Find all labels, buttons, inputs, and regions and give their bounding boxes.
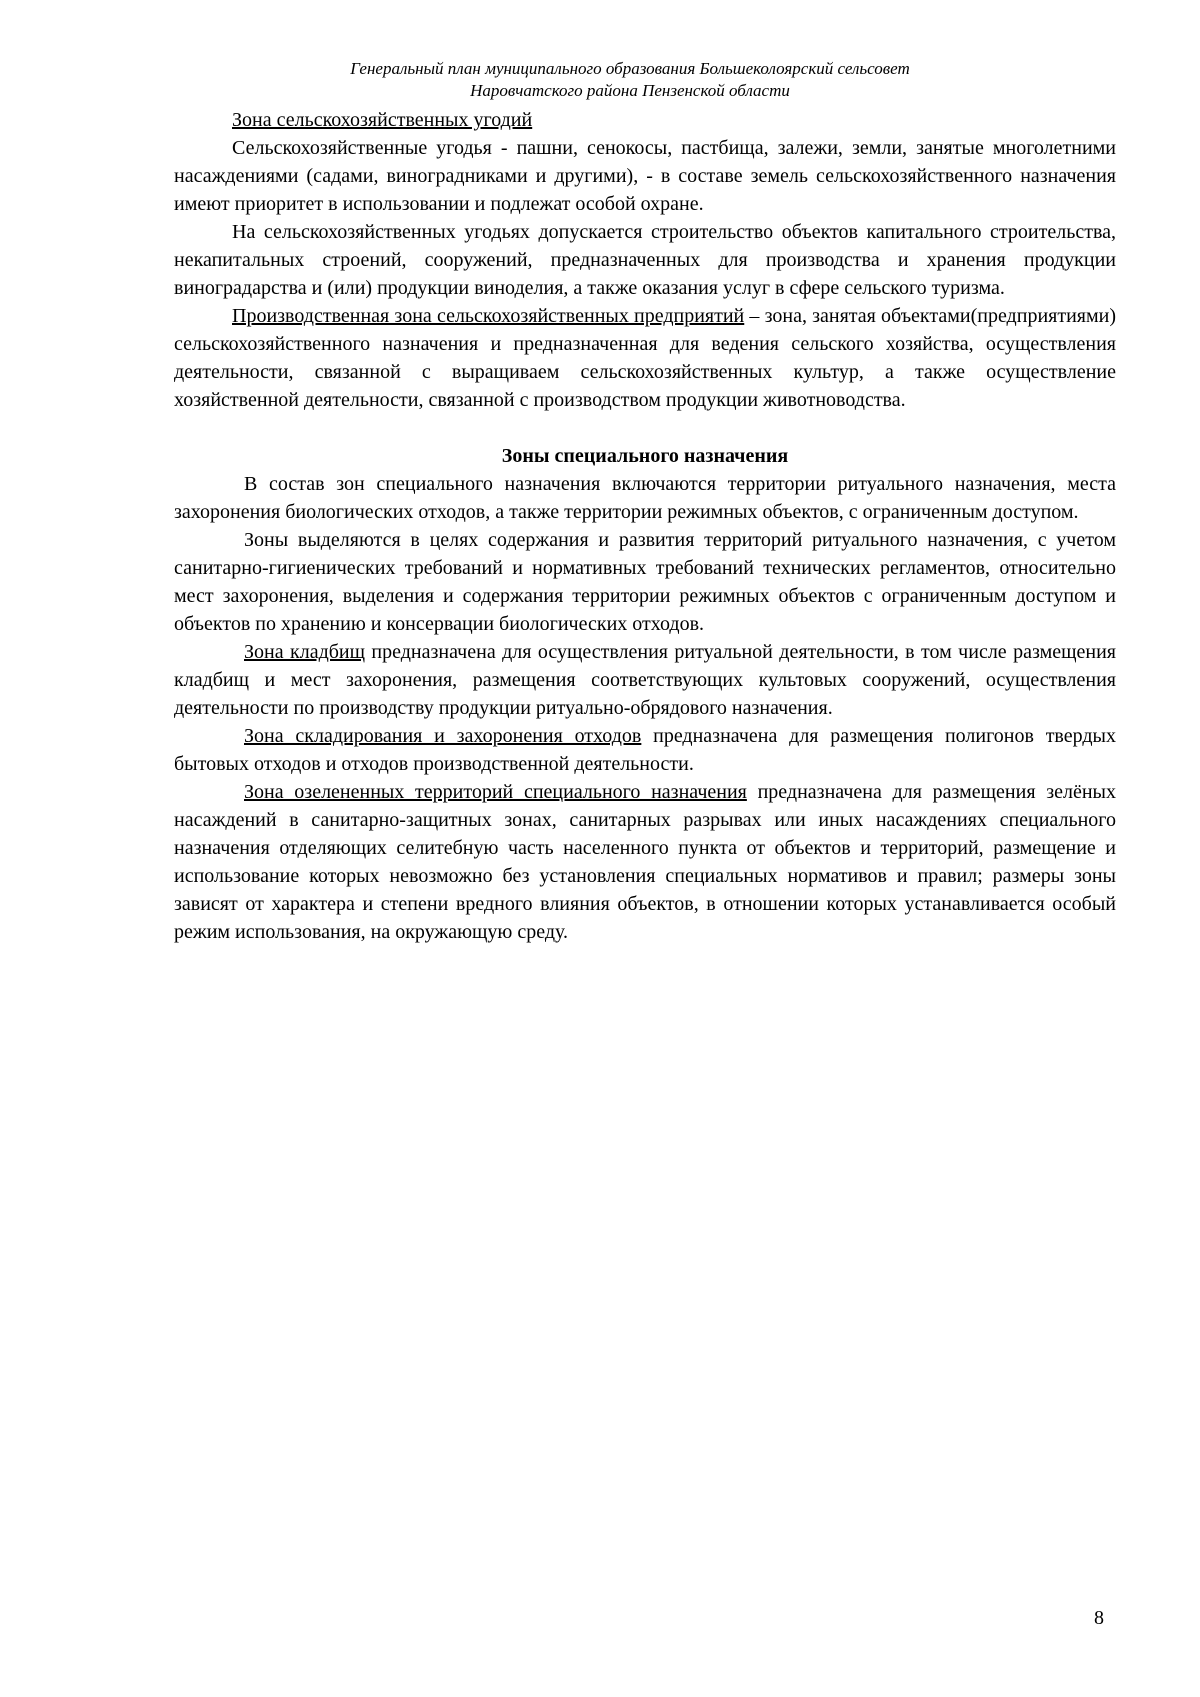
section-title-special-zones: Зоны специального назначения [501,445,789,467]
term-green-zone: Зона озелененных территорий специального назначения [244,781,747,803]
header-line-1: Генеральный план муниципального образования Большеколоярский сельсовет [350,59,910,78]
paragraph-text: предназначена для размещения полигонов твердых бытовых отходов и отходов производственной деятельности. [174,725,1116,775]
term-production-zone: Производственная зона сельскохозяйственных предприятий [232,305,745,327]
paragraph-special-zones-composition: В состав зон специального назначения включаются территории ритуального назначения, места захоронения биологических отходов, а также территории режимных объектов, с ограниченным доступом. [174,473,1116,523]
paragraph-text: предназначена для осуществления ритуальной деятельности, в том числе размещения кладбищ и мест захоронения, размещения соответствующих культовых сооружений, осуществления деятельности по производству продукции ритуально-обрядового назначения. [174,641,1116,719]
section-heading-agricultural-lands [174,106,1116,134]
header-line-2: Наровчатского района Пензенской области [470,81,790,100]
paragraph-text: – зона, занятая объектами(предприятиями) сельскохозяйственного назначения и предназначенная для ведения сельского хозяйства, осуществления деятельности, связанной с выращиваем сельскохозяйственных культур, а также осуществление хозяйственной деятельности, связанной с производством продукции животноводства. [174,305,1117,411]
paragraph-agricultural-lands: Сельскохозяйственные угодья - пашни, сенокосы, пастбища, залежи, земли, занятые многолетними насаждениями (садами, виноградниками и другими), - в составе земель сельскохозяйственного назначения имеют приоритет в использовании и подлежат особой охране. [174,137,1116,215]
paragraph-green-zone [174,778,1116,946]
paragraph-waste-zone [174,722,1116,778]
page-number: 8 [1094,1607,1104,1629]
paragraph-agricultural-construction: На сельскохозяйственных угодьях допускается строительство объектов капитального строительства, некапитальных строений, сооружений, предназначенных для производства и хранения продукции виноградарства и (или) продукции виноделия, а также оказания услуг в сфере сельского туризма. [174,221,1116,299]
section-heading-text: Зона сельскохозяйственных угодий [232,109,533,131]
term-waste-zone: Зона складирования и захоронения отходов [244,725,642,747]
paragraph-cemetery-zone [174,638,1116,722]
paragraph-production-zone [174,302,1116,414]
paragraph-text: предназначена для размещения зелёных насаждений в санитарно-защитных зонах, санитарных разрывах или иных насаждениях специального назначения отделяющих селитебную часть населенного пункта от объектов и территорий, размещение и использование которых невозможно без установления специальных нормативов и правил; размеры зоны зависят от характера и степени вредного влияния объектов, в отношении которых устанавливается особый режим использования, на окружающую среду. [174,781,1116,943]
document-header [150,58,1110,102]
paragraph-special-zones-purpose: Зоны выделяются в целях содержания и развития территорий ритуального назначения, с учетом санитарно-гигиенических требований и нормативных требований технических регламентов, относительно мест захоронения, выделения и содержания территории режимных объектов с ограниченным доступом и объектов по хранению и консервации биологических отходов. [174,529,1116,635]
document-body [174,106,1116,946]
term-cemetery-zone: Зона кладбищ [244,641,366,663]
